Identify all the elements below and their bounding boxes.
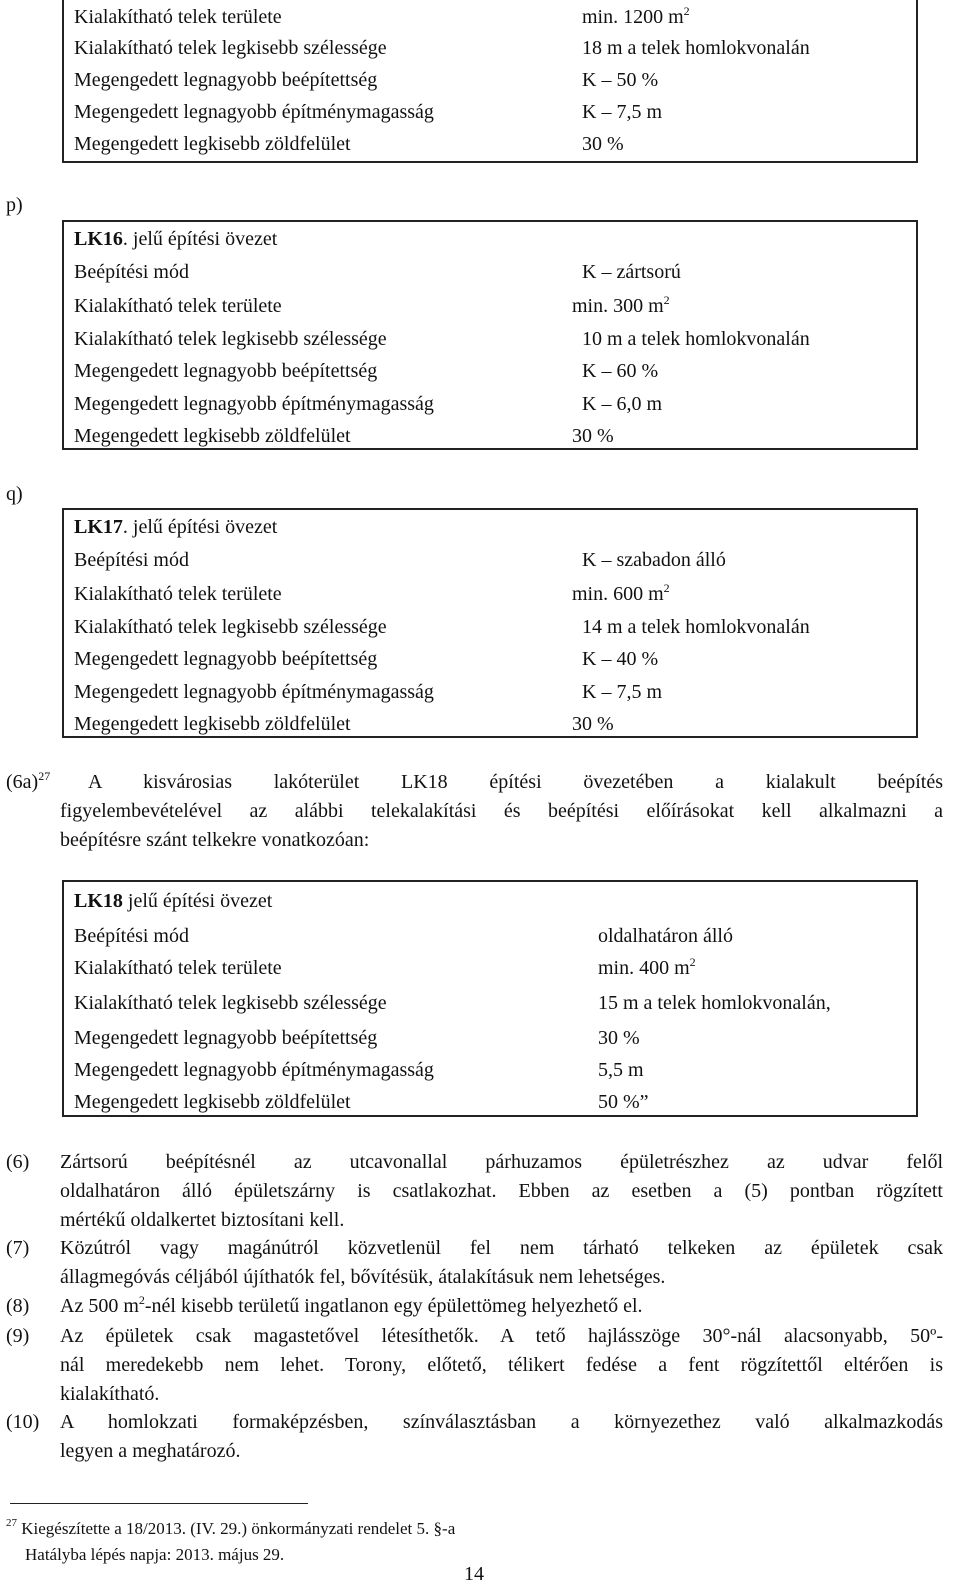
table-value: 15 m a telek homlokvonalán, xyxy=(598,992,831,1014)
item-7 xyxy=(60,1234,943,1292)
table-title xyxy=(74,227,277,251)
footnote-number: 27 xyxy=(6,1517,17,1529)
paragraph-line: A kisvárosias lakóterület LK18 építési övezetében a kialakult beépítés xyxy=(88,771,943,793)
row-label: Megengedett legnagyobb építménymagasság xyxy=(74,101,434,123)
table-row xyxy=(74,5,282,29)
table-value: 30 % xyxy=(598,1027,640,1049)
superscript: 2 xyxy=(663,293,670,307)
superscript: 2 xyxy=(663,581,670,595)
table-row xyxy=(74,132,351,156)
lk16-regulation-table xyxy=(62,220,918,450)
table-row: Megengedett legnagyobb beépítettség xyxy=(74,360,378,382)
marker-text: (6a) xyxy=(6,771,39,793)
paragraph-text: -nél kisebb területű ingatlanon egy épülettömeg helyezhető el. xyxy=(144,1295,643,1317)
paragraph-line: kialakítható. xyxy=(60,1383,160,1405)
paragraph-line: állagmegóvás céljából újíthatók fel, bővítésük, átalakításuk nem lehetséges. xyxy=(60,1266,666,1288)
table-row: Megengedett legkisebb zöldfelület xyxy=(74,713,351,735)
table-row: Beépítési mód xyxy=(74,549,189,571)
item-number: (6) xyxy=(6,1151,30,1173)
table-row: Kialakítható telek legkisebb szélessége xyxy=(74,992,387,1014)
table-row: Kialakítható telek területe xyxy=(74,957,282,979)
table-row: Beépítési mód xyxy=(74,261,189,283)
table-row: Megengedett legnagyobb építménymagasság xyxy=(74,681,434,703)
table-row: Beépítési mód xyxy=(74,925,189,947)
table-value: 30 % xyxy=(582,133,624,155)
table-value: 10 m a telek homlokvonalán xyxy=(582,328,810,350)
table-row: Kialakítható telek területe xyxy=(74,583,282,605)
value-text: min. 400 m xyxy=(598,957,690,979)
table-value: K – szabadon álló xyxy=(582,549,726,571)
row-label: Kialakítható telek területe xyxy=(74,6,282,28)
footnote xyxy=(6,1518,455,1540)
title-text: . jelű építési övezet xyxy=(122,228,278,250)
table-title xyxy=(74,889,272,913)
item-number: (9) xyxy=(6,1325,30,1347)
item-8 xyxy=(60,1292,943,1321)
title-text: jelű építési övezet xyxy=(122,890,273,912)
page-number: 14 xyxy=(464,1563,484,1585)
table-row: Megengedett legkisebb zöldfelület xyxy=(74,1091,351,1113)
table-row: Kialakítható telek legkisebb szélessége xyxy=(74,328,387,350)
table-title xyxy=(74,515,277,539)
table-row: Megengedett legnagyobb építménymagasság xyxy=(74,1059,434,1081)
paragraph-6a-cont xyxy=(60,797,943,855)
lk18-regulation-table xyxy=(62,880,918,1117)
table-value: K – 40 % xyxy=(582,648,659,670)
item-number: (8) xyxy=(6,1295,30,1317)
table-value: K – 60 % xyxy=(582,360,659,382)
title-text: . jelű építési övezet xyxy=(122,516,278,538)
row-label: Megengedett legkisebb zöldfelület xyxy=(74,133,351,155)
table-value: 5,5 m xyxy=(598,1059,644,1081)
paragraph-line: mértékű oldalkertet biztosítani kell. xyxy=(60,1209,345,1231)
item-number: (7) xyxy=(6,1237,30,1259)
footnote-text: Kiegészítette a 18/2013. (IV. 29.) önkormányzati rendelet 5. §-a xyxy=(21,1519,456,1538)
paragraph-text: Az 500 m xyxy=(60,1295,139,1317)
table-value xyxy=(572,294,670,318)
item-10 xyxy=(60,1408,943,1466)
table-row xyxy=(74,36,387,60)
top-regulation-table xyxy=(62,0,918,163)
item-6 xyxy=(60,1148,943,1235)
table-value: K – zártsorú xyxy=(582,261,681,283)
table-value: 30 % xyxy=(572,713,614,735)
paragraph-line: beépítésre szánt telkekre vonatkozóan: xyxy=(60,829,370,851)
table-value: K – 7,5 m xyxy=(582,681,662,703)
footnote-line-2: Hatályba lépés napja: 2013. május 29. xyxy=(25,1545,285,1564)
lk17-regulation-table xyxy=(62,508,918,738)
table-value: 14 m a telek homlokvonalán xyxy=(582,616,810,638)
table-row xyxy=(74,100,434,124)
table-value xyxy=(572,582,670,606)
paragraph-line: nál meredekebb nem lehet. Torony, előtető, télikert fedése a fent rögzítettől eltérően is xyxy=(60,1354,943,1376)
value-text: min. 1200 m xyxy=(582,6,684,28)
row-label: Kialakítható telek legkisebb szélessége xyxy=(74,37,387,59)
paragraph-line: Zártsorú beépítésnél az utcavonallal párhuzamos épületrészhez az udvar felől xyxy=(60,1151,943,1173)
superscript: 2 xyxy=(689,955,696,969)
paragraph-line: Közútról vagy magánútról közvetlenül fel nem tárható telkeken az épületek csak xyxy=(60,1237,943,1259)
table-value: oldalhatáron álló xyxy=(598,925,733,947)
table-row: Megengedett legnagyobb építménymagasság xyxy=(74,393,434,415)
table-row: Megengedett legnagyobb beépítettség xyxy=(74,648,378,670)
table-row: Megengedett legnagyobb beépítettség xyxy=(74,1027,378,1049)
zone-code: LK18 xyxy=(74,890,123,912)
paragraph-line: oldalhatáron álló épületszárny is csatlakozhat. Ebben az esetben a (5) pontban rögzített xyxy=(60,1180,943,1202)
value-text: min. 300 m xyxy=(572,295,664,317)
superscript: 2 xyxy=(683,4,690,18)
zone-code: LK16 xyxy=(74,228,123,250)
section-marker: p) xyxy=(6,194,23,216)
table-value xyxy=(598,956,696,980)
table-row xyxy=(74,68,377,92)
item-number: (10) xyxy=(6,1411,40,1433)
table-value: 50 %” xyxy=(598,1091,649,1113)
value-text: min. 600 m xyxy=(572,583,664,605)
paragraph-line: legyen a meghatározó. xyxy=(60,1440,241,1462)
footnote-divider xyxy=(10,1503,308,1504)
table-value xyxy=(582,5,690,29)
table-row: Kialakítható telek területe xyxy=(74,295,282,317)
superscript: 2 xyxy=(138,1293,145,1307)
section-marker: q) xyxy=(6,483,23,505)
paragraph-line: figyelembevételével az alábbi telekalakítási és beépítési előírásokat kell alkalmazni a xyxy=(60,800,943,822)
table-value: 30 % xyxy=(572,425,614,447)
paragraph-6a xyxy=(88,768,943,797)
item-9 xyxy=(60,1322,943,1409)
zone-code: LK17 xyxy=(74,516,123,538)
footnote-ref: 27 xyxy=(38,769,51,783)
row-label: Megengedett legnagyobb beépítettség xyxy=(74,69,378,91)
paragraph-line: A homlokzati formaképzésben, színválasztásban a környezethez való alkalmazkodás xyxy=(60,1411,943,1433)
table-value: K – 7,5 m xyxy=(582,101,662,123)
table-value: 18 m a telek homlokvonalán xyxy=(582,37,810,59)
table-value: K – 50 % xyxy=(582,69,659,91)
paragraph-line: Az épületek csak magastetővel létesíthetők. A tető hajlásszöge 30°-nál alacsonyabb, 50º- xyxy=(60,1325,943,1347)
table-row: Kialakítható telek legkisebb szélessége xyxy=(74,616,387,638)
table-row: Megengedett legkisebb zöldfelület xyxy=(74,425,351,447)
paragraph-number xyxy=(6,770,50,794)
table-value: K – 6,0 m xyxy=(582,393,662,415)
